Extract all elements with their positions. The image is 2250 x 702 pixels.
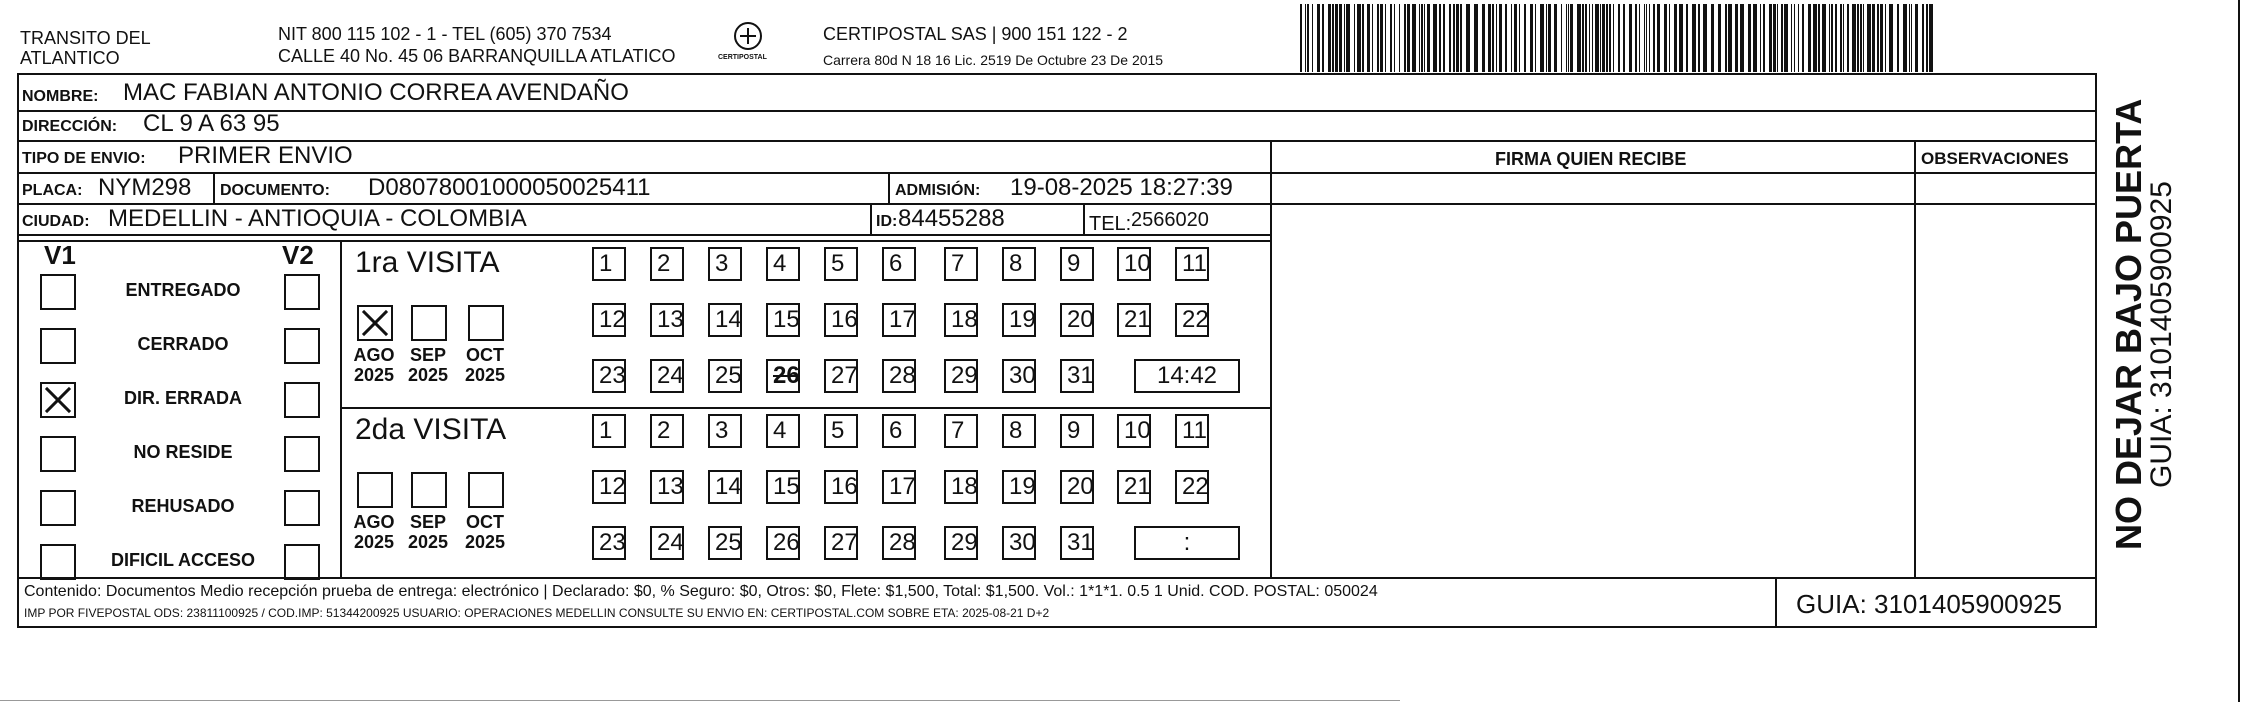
barcode-bar <box>1548 4 1551 72</box>
barcode-bar <box>1653 4 1655 72</box>
barcode-bar <box>1307 4 1309 72</box>
day-cell[interactable]: 11 <box>1175 414 1209 448</box>
side-guia: GUIA: 3101405900925 <box>2145 181 2178 488</box>
barcode-bar <box>1867 4 1871 72</box>
barcode-bar <box>1419 4 1420 72</box>
city-value: MEDELLIN - ANTIOQUIA - COLOMBIA <box>108 205 527 232</box>
day-cell[interactable]: 31 <box>1060 526 1094 560</box>
barcode-bar <box>1404 4 1406 72</box>
barcode-bar <box>1372 4 1373 72</box>
v1-checkbox[interactable] <box>40 328 76 364</box>
tel-value: 2566020 <box>1131 209 1209 231</box>
day-cell[interactable]: 18 <box>944 470 978 504</box>
day-cell[interactable]: 24 <box>650 526 684 560</box>
barcode-bar <box>1357 4 1361 72</box>
barcode-bar <box>1433 4 1437 72</box>
barcode-bar <box>1380 4 1383 72</box>
barcode-bar <box>1646 4 1647 72</box>
day-cell[interactable]: 20 <box>1060 303 1094 337</box>
barcode-bar <box>1718 4 1721 72</box>
day-cell[interactable]: 6 <box>882 247 916 281</box>
barcode-bar <box>1808 4 1811 72</box>
month-label: OCT <box>466 345 504 365</box>
id-label: ID: <box>876 213 898 230</box>
barcode-bar <box>1909 4 1910 72</box>
day-cell[interactable]: 27 <box>824 359 858 393</box>
day-cell[interactable]: 24 <box>650 359 684 393</box>
day-cell[interactable]: 2 <box>650 247 684 281</box>
day-cell[interactable]: 7 <box>944 247 978 281</box>
barcode-bar <box>1649 4 1650 72</box>
barcode-bar <box>1492 4 1494 72</box>
courier-line: CERTIPOSTAL SAS | 900 151 122 - 2 <box>823 24 1128 44</box>
barcode-bar <box>1798 4 1799 72</box>
month-label: SEP <box>409 345 447 365</box>
day-cell[interactable]: 17 <box>882 303 916 337</box>
barcode-bar <box>1769 4 1772 72</box>
day-cell[interactable]: 4 <box>766 247 800 281</box>
day-cell[interactable]: 29 <box>944 359 978 393</box>
v1-checkbox[interactable] <box>40 382 76 418</box>
day-cell[interactable]: 12 <box>592 470 626 504</box>
month-label: SEP <box>409 512 447 532</box>
barcode-bar <box>1674 4 1677 72</box>
barcode-bar <box>1777 4 1778 72</box>
barcode-bar <box>1781 4 1783 72</box>
barcode-bar <box>1897 4 1899 72</box>
barcode-bar <box>1488 4 1491 72</box>
barcode-bar <box>1499 4 1502 72</box>
barcode-bar <box>1698 4 1700 72</box>
day-cell[interactable]: 29 <box>944 526 978 560</box>
barcode-bar <box>1753 4 1757 72</box>
barcode-bar <box>1385 4 1386 72</box>
barcode-bar <box>1835 4 1837 72</box>
day-cell[interactable]: 3 <box>708 247 742 281</box>
barcode-bar <box>1889 4 1893 72</box>
barcode-bar <box>1600 4 1601 72</box>
barcode-bar <box>1609 4 1611 72</box>
day-cell[interactable]: 27 <box>824 526 858 560</box>
barcode-bar <box>1456 4 1459 72</box>
day-cell[interactable]: 19 <box>1002 303 1036 337</box>
barcode-bar <box>1843 4 1844 72</box>
barcode-bar <box>1367 4 1370 72</box>
barcode-bar <box>1339 4 1342 72</box>
month-checkbox[interactable] <box>468 305 504 341</box>
barcode-bar <box>1421 4 1423 72</box>
month-checkbox[interactable] <box>468 472 504 508</box>
status-label: REHUSADO <box>131 496 235 516</box>
day-cell[interactable]: 15 <box>766 470 800 504</box>
footer-guia: GUIA: 3101405900925 <box>1796 589 2062 619</box>
barcode-bar <box>1703 4 1707 72</box>
time-box[interactable]: 14:42 <box>1134 359 1240 393</box>
status-label: DIFICIL ACCESO <box>110 550 255 570</box>
v1-checkbox[interactable] <box>40 436 76 472</box>
plate-number: NYM298 <box>98 174 192 201</box>
barcode-bar <box>1725 4 1727 72</box>
address-label: DIRECCIÓN: <box>22 118 118 135</box>
barcode-bar <box>1606 4 1608 72</box>
day-cell[interactable]: 4 <box>766 414 800 448</box>
day-cell[interactable]: 23 <box>592 359 626 393</box>
status-label: ENTREGADO <box>125 280 241 300</box>
barcode-bar <box>1474 4 1478 72</box>
day-cell[interactable]: 10 <box>1117 414 1151 448</box>
barcode-bar <box>1328 4 1331 72</box>
barcode-bar <box>1317 4 1320 72</box>
barcode-bar <box>1589 4 1590 72</box>
day-cell[interactable]: 6 <box>882 414 916 448</box>
barcode-bar <box>1728 4 1732 72</box>
month-label: AGO <box>353 512 395 532</box>
day-cell[interactable]: 21 <box>1117 303 1151 337</box>
barcode-bar <box>1880 4 1883 72</box>
day-cell[interactable]: 31 <box>1060 359 1094 393</box>
barcode-bar <box>1407 4 1410 72</box>
year-label: 2025 <box>353 365 395 385</box>
barcode-bar <box>1711 4 1714 72</box>
day-cell[interactable]: 28 <box>882 359 916 393</box>
barcode-bar <box>1635 4 1637 72</box>
certipostal-logo <box>718 20 778 66</box>
barcode-bar <box>1818 4 1820 72</box>
barcode-bar <box>1577 4 1581 72</box>
barcode-bar <box>1802 4 1804 72</box>
license-line: Carrera 80d N 18 16 Lic. 2519 De Octubre 23 De 2015 <box>823 52 1164 68</box>
day-cell[interactable]: 3 <box>708 414 742 448</box>
barcode-bar <box>1657 4 1660 72</box>
barcode-bar <box>1524 4 1526 72</box>
month-checkbox[interactable] <box>357 305 393 341</box>
v2-checkbox[interactable] <box>284 436 320 472</box>
barcode-bar <box>1514 4 1517 72</box>
barcode-bar <box>1305 4 1306 72</box>
barcode-bar <box>1344 4 1345 72</box>
barcode-bar <box>1813 4 1817 72</box>
barcode-bar <box>1863 4 1864 72</box>
day-cell[interactable]: 1 <box>592 414 626 448</box>
nit-line: NIT 800 115 102 - 1 - TEL (605) 370 7534 <box>278 24 612 44</box>
barcode-bar <box>1903 4 1907 72</box>
barcode-bar <box>1692 4 1696 72</box>
barcode-bar <box>1443 4 1445 72</box>
day-cell[interactable]: 23 <box>592 526 626 560</box>
shipment-type: PRIMER ENVIO <box>178 142 353 169</box>
day-cell[interactable]: 22 <box>1175 470 1209 504</box>
barcode-bar <box>1623 4 1625 72</box>
day-cell[interactable]: 12 <box>592 303 626 337</box>
barcode-bar <box>1922 4 1924 72</box>
org-line1: TRANSITO DEL <box>20 28 151 48</box>
status-label: CERRADO <box>137 334 229 354</box>
barcode-bar <box>1346 4 1350 72</box>
barcode-bar <box>1568 4 1569 72</box>
document-number: D08078001000050025411 <box>368 174 651 201</box>
barcode-bar <box>1639 4 1640 72</box>
month-checkbox[interactable] <box>411 472 447 508</box>
day-cell[interactable]: 16 <box>824 470 858 504</box>
barcode-bar <box>1582 4 1584 72</box>
id-value: 84455288 <box>898 205 1005 232</box>
day-cell[interactable]: 18 <box>944 303 978 337</box>
barcode-bar <box>1629 4 1632 72</box>
barcode-bar <box>1554 4 1557 72</box>
day-cell[interactable]: 9 <box>1060 247 1094 281</box>
day-cell[interactable]: 26 <box>766 526 800 560</box>
month-label: OCT <box>466 512 504 532</box>
barcode-bar <box>1466 4 1470 72</box>
year-label: 2025 <box>407 365 449 385</box>
city-label: CIUDAD: <box>22 213 90 230</box>
barcode-bar <box>1332 4 1334 72</box>
barcode-bar <box>1877 4 1879 72</box>
barcode-bar <box>1496 4 1497 72</box>
barcode-bar <box>1362 4 1364 72</box>
barcode-bar <box>1570 4 1573 72</box>
v2-checkbox[interactable] <box>284 544 320 580</box>
barcode-bar <box>1760 4 1761 72</box>
day-cell[interactable]: 9 <box>1060 414 1094 448</box>
first-visit-title: 1ra VISITA <box>355 246 500 279</box>
v2-checkbox[interactable] <box>284 274 320 310</box>
month-checkbox[interactable] <box>357 472 393 508</box>
day-cell[interactable]: 25 <box>708 526 742 560</box>
barcode-bar <box>1686 4 1688 72</box>
signature-header: FIRMA QUIEN RECIBE <box>1495 149 1687 169</box>
day-cell[interactable]: 30 <box>1002 359 1036 393</box>
v1-checkbox[interactable] <box>40 490 76 526</box>
day-cell[interactable]: 14 <box>708 303 742 337</box>
barcode-bar <box>1592 4 1593 72</box>
barcode-bar <box>1831 4 1833 72</box>
day-cell[interactable]: 17 <box>882 470 916 504</box>
barcode-bar <box>1915 4 1918 72</box>
barcode-bar <box>1618 4 1620 72</box>
barcode-bar <box>1885 4 1886 72</box>
day-cell[interactable]: 13 <box>650 303 684 337</box>
barcode-bar <box>1312 4 1313 72</box>
barcode-bar <box>1852 4 1856 72</box>
barcode-bar <box>1399 4 1400 72</box>
barcode-bar <box>1911 4 1912 72</box>
year-label: 2025 <box>464 532 506 552</box>
day-cell[interactable]: 30 <box>1002 526 1036 560</box>
barcode-bar <box>1872 4 1875 72</box>
day-cell[interactable]: 10 <box>1117 247 1151 281</box>
recipient-address: CL 9 A 63 95 <box>143 110 280 137</box>
barcode-bar <box>1412 4 1416 72</box>
type-label: TIPO DE ENVIO: <box>22 150 146 167</box>
barcode-bar <box>1773 4 1776 72</box>
time-box[interactable]: : <box>1134 526 1240 560</box>
barcode-bar <box>1791 4 1792 72</box>
barcode-bar <box>1535 4 1536 72</box>
barcode-bar <box>1566 4 1567 72</box>
barcode-bar <box>1857 4 1859 72</box>
side-notice: NO DEJAR BAJO PUERTA <box>2108 98 2149 550</box>
barcode <box>1300 4 1940 72</box>
barcode-bar <box>1335 4 1338 72</box>
barcode-bar <box>1602 4 1605 72</box>
recipient-name: MAC FABIAN ANTONIO CORREA AVENDAÑO <box>123 79 629 106</box>
barcode-bar <box>1784 4 1788 72</box>
barcode-bar <box>1394 4 1395 72</box>
day-cell[interactable]: 8 <box>1002 414 1036 448</box>
footer-print-info: IMP POR FIVEPOSTAL ODS: 23811100925 / COD.IMP: 51344200925 USUARIO: OPERACIONES MEDELLIN CONSULTE SU ENVIO EN: CERTIPOSTAL.COM SOBRE ETA: 2025-08-21 D+2 <box>24 606 1050 620</box>
name-label: NOMBRE: <box>22 88 99 105</box>
v1-header: V1 <box>44 240 76 270</box>
barcode-bar <box>1439 4 1441 72</box>
observations-header: OBSERVACIONES <box>1921 149 2069 168</box>
barcode-bar <box>1735 4 1738 72</box>
address-line: CALLE 40 No. 45 06 BARRANQUILLA ATLATICO <box>278 46 676 66</box>
barcode-bar <box>1926 4 1928 72</box>
barcode-bar <box>1794 4 1795 72</box>
barcode-bar <box>1322 4 1324 72</box>
day-cell[interactable]: 14 <box>708 470 742 504</box>
day-cell[interactable]: 7 <box>944 414 978 448</box>
day-cell[interactable]: 19 <box>1002 470 1036 504</box>
day-cell[interactable]: 16 <box>824 303 858 337</box>
admission-label: ADMISIÓN: <box>895 182 981 199</box>
barcode-bar <box>1740 4 1744 72</box>
day-cell[interactable]: 5 <box>824 247 858 281</box>
day-cell[interactable]: 2 <box>650 414 684 448</box>
v2-checkbox[interactable] <box>284 490 320 526</box>
barcode-bar <box>1511 4 1512 72</box>
barcode-bar <box>1595 4 1599 72</box>
org-line2: ATLANTICO <box>20 48 120 68</box>
barcode-bar <box>1453 4 1455 72</box>
barcode-bar <box>1300 4 1302 72</box>
barcode-bar <box>1847 4 1849 72</box>
barcode-bar <box>1822 4 1826 72</box>
barcode-bar <box>1679 4 1683 72</box>
v2-header: V2 <box>282 240 314 270</box>
barcode-bar <box>1427 4 1430 72</box>
day-cell[interactable]: 11 <box>1175 247 1209 281</box>
day-cell[interactable]: 21 <box>1117 470 1151 504</box>
day-cell[interactable]: 28 <box>882 526 916 560</box>
day-cell[interactable]: 8 <box>1002 247 1036 281</box>
barcode-bar <box>1460 4 1462 72</box>
day-cell[interactable]: 1 <box>592 247 626 281</box>
year-label: 2025 <box>353 532 395 552</box>
second-visit-title: 2da VISITA <box>355 413 507 446</box>
barcode-bar <box>1840 4 1842 72</box>
day-cell[interactable]: 20 <box>1060 470 1094 504</box>
barcode-bar <box>1505 4 1507 72</box>
document-label: DOCUMENTO: <box>220 182 330 199</box>
barcode-bar <box>1390 4 1392 72</box>
barcode-bar <box>1613 4 1614 72</box>
barcode-bar <box>1540 4 1544 72</box>
day-cell[interactable]: 22 <box>1175 303 1209 337</box>
barcode-bar <box>1424 4 1425 72</box>
v2-checkbox[interactable] <box>284 328 320 364</box>
day-cell[interactable]: 25 <box>708 359 742 393</box>
barcode-bar <box>1860 4 1862 72</box>
month-label: AGO <box>353 345 395 365</box>
month-checkbox[interactable] <box>411 305 447 341</box>
barcode-bar <box>1763 4 1765 72</box>
v1-checkbox[interactable] <box>40 274 76 310</box>
barcode-bar <box>1482 4 1485 72</box>
barcode-bar <box>1561 4 1562 72</box>
year-label: 2025 <box>407 532 449 552</box>
v2-checkbox[interactable] <box>284 382 320 418</box>
barcode-bar <box>1377 4 1379 72</box>
barcode-bar <box>1449 4 1451 72</box>
barcode-bar <box>1354 4 1355 72</box>
barcode-bar <box>1664 4 1667 72</box>
day-cell[interactable]: 15 <box>766 303 800 337</box>
barcode-bar <box>1530 4 1533 72</box>
admission-datetime: 19-08-2025 18:27:39 <box>1010 174 1233 201</box>
logo-text: CERTIPOSTAL <box>718 54 767 61</box>
barcode-bar <box>1585 4 1587 72</box>
barcode-bar <box>1519 4 1520 72</box>
status-label: DIR. ERRADA <box>123 388 242 408</box>
status-label: NO RESIDE <box>133 442 233 462</box>
day-cell[interactable]: 13 <box>650 470 684 504</box>
barcode-bar <box>1644 4 1645 72</box>
barcode-bar <box>1748 4 1751 72</box>
year-label: 2025 <box>464 365 506 385</box>
barcode-bar <box>1929 4 1933 72</box>
barcode-bar <box>1669 4 1670 72</box>
day-cell[interactable]: 5 <box>824 414 858 448</box>
v1-checkbox[interactable] <box>40 544 76 580</box>
barcode-bar <box>1829 4 1830 72</box>
day-cell[interactable]: 26 <box>766 359 800 393</box>
tel-label: TEL: <box>1089 213 1132 235</box>
footer-content: Contenido: Documentos Medio recepción prueba de entrega: electrónico | Declarado: $0, % Seguro: $0, Otros: $0, Flete: $1,500, Total: $1,500. Vol.: 1*1*1. 0.5 1 Unid. COD. POSTAL: 050024 <box>24 583 1378 600</box>
plate-label: PLACA: <box>22 182 83 199</box>
barcode-bar <box>1546 4 1547 72</box>
